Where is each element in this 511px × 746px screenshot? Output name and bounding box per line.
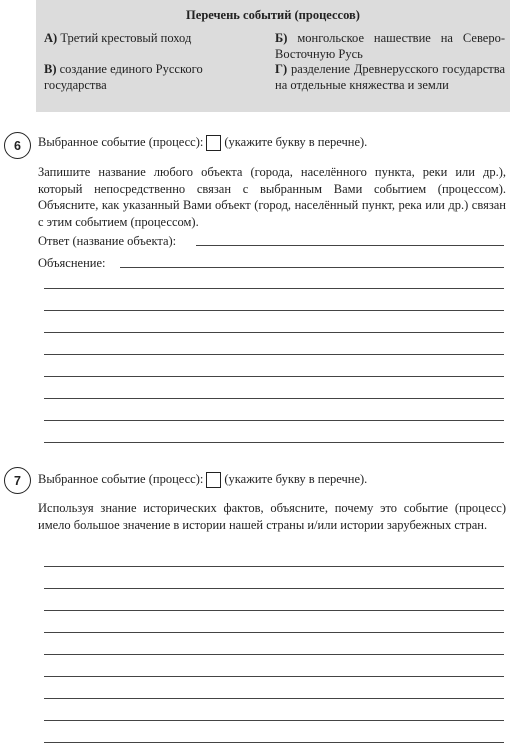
writing-line[interactable] — [44, 632, 504, 633]
writing-line[interactable] — [44, 742, 504, 743]
writing-line[interactable] — [44, 420, 504, 421]
writing-line[interactable] — [44, 442, 504, 443]
writing-line[interactable] — [44, 610, 504, 611]
task6-choice-line — [38, 135, 367, 151]
task7-instruction: Используя знание исторических фактов, объясните, почему это событие (процесс) имело большое значение в истории нашей страны и/или истории зарубежных стран. — [38, 501, 506, 532]
event-letter: Г) — [275, 62, 288, 76]
writing-line[interactable] — [44, 698, 504, 699]
writing-line[interactable] — [120, 267, 504, 268]
events-list-title: Перечень событий (процессов) — [186, 8, 360, 22]
choice-label: Выбранное событие (процесс): — [38, 472, 204, 486]
answer-label: Ответ (название объекта): — [38, 234, 177, 248]
event-item-v — [44, 62, 234, 93]
event-text: создание единого Русского государства — [44, 62, 203, 92]
writing-line[interactable] — [44, 332, 504, 333]
answer-line[interactable] — [196, 245, 504, 246]
choice-hint: (укажите букву в перечне). — [224, 135, 368, 149]
event-item-b — [275, 31, 505, 62]
writing-line[interactable] — [44, 720, 504, 721]
choice-hint: (укажите букву в перечне). — [224, 472, 368, 486]
answer-cell[interactable] — [206, 472, 221, 488]
writing-line[interactable] — [44, 288, 504, 289]
event-text: монгольское нашествие на Северо-Восточную Русь — [275, 31, 505, 61]
writing-line[interactable] — [44, 310, 504, 311]
task7-choice-line — [38, 472, 367, 488]
event-letter: В) — [44, 62, 57, 76]
event-item-a — [44, 31, 244, 47]
task-number-7: 7 — [4, 467, 31, 494]
explanation-label: Объяснение: — [38, 256, 106, 270]
writing-line[interactable] — [44, 398, 504, 399]
event-text: Третий крестовый поход — [60, 31, 192, 45]
writing-line[interactable] — [44, 588, 504, 589]
writing-line[interactable] — [44, 354, 504, 355]
answer-cell[interactable] — [206, 135, 221, 151]
event-letter: Б) — [275, 31, 288, 45]
choice-label: Выбранное событие (процесс): — [38, 135, 204, 149]
event-letter: А) — [44, 31, 58, 45]
writing-line[interactable] — [44, 376, 504, 377]
task-number-6: 6 — [4, 132, 31, 159]
writing-line[interactable] — [44, 566, 504, 567]
event-item-g — [275, 62, 505, 93]
writing-line[interactable] — [44, 654, 504, 655]
writing-line[interactable] — [44, 676, 504, 677]
task6-instruction: Запишите название любого объекта (города, населённого пункта, реки или др.), который непосредственно связан с выбранным Вами событием (процессом). Объясните, как указанный Вами объект (город, населённый пункт, река или др.) связан с этим событием (процессом). — [38, 165, 506, 229]
event-text: разделение Древнерусского государства на отдельные княжества и земли — [275, 62, 505, 92]
